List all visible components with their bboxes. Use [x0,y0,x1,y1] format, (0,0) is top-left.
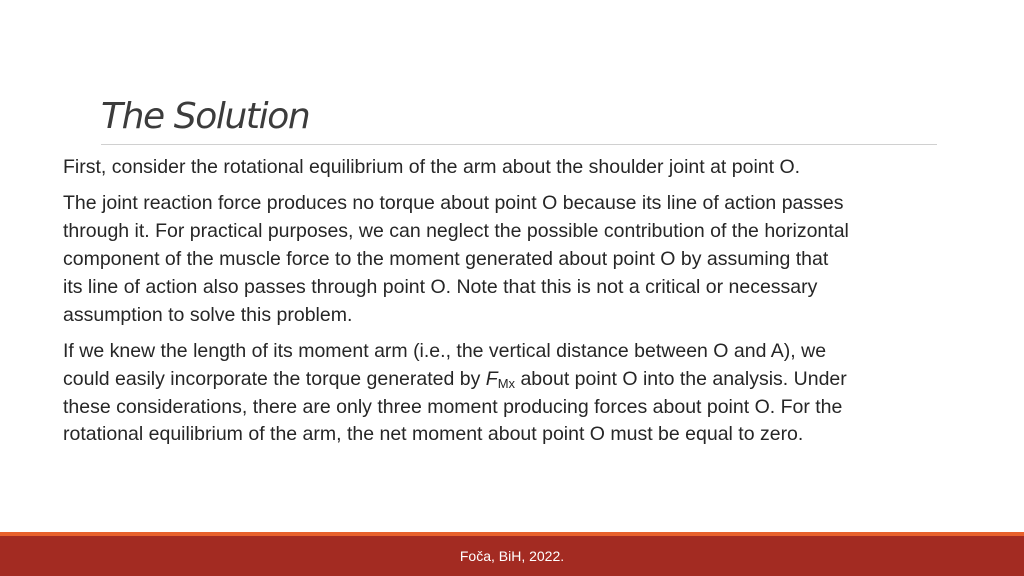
line-text: could easily incorporate the torque generated by [63,367,486,390]
paragraph-line: through it. For practical purposes, we can neglect the possible contribution of the horizontal [63,220,849,243]
line-text: about point O into the analysis. Under [515,367,847,390]
paragraph-line: rotational equilibrium of the arm, the net moment about point O must be equal to zero. [63,423,804,446]
paragraph-line: The joint reaction force produces no torque about point O because its line of action passes [63,192,844,215]
paragraph-line: these considerations, there are only three moment producing forces about point O. For the [63,395,843,418]
paragraph-2 [63,190,1018,329]
paragraph-1 [63,154,1018,182]
force-subscript: Mx [497,375,516,391]
paragraph-3 [63,338,1018,449]
paragraph-line: assumption to solve this problem. [63,303,353,326]
paragraph-line: First, consider the rotational equilibrium of the arm about the shoulder joint at point O. [63,156,801,178]
title-divider [101,144,937,145]
paragraph-line: component of the muscle force to the moment generated about point O by assuming that [63,247,829,270]
slide-body [63,154,1018,458]
slide-title: The Solution [101,96,310,137]
paragraph-line: its line of action also passes through point O. Note that this is not a critical or necessary [63,275,818,298]
footer-text: Foča, BiH, 2022. [459,548,565,564]
paragraph-line: If we knew the length of its moment arm (i.e., the vertical distance between O and A), we [63,339,827,362]
force-symbol: F [485,367,498,390]
paragraph-line [63,366,1018,394]
